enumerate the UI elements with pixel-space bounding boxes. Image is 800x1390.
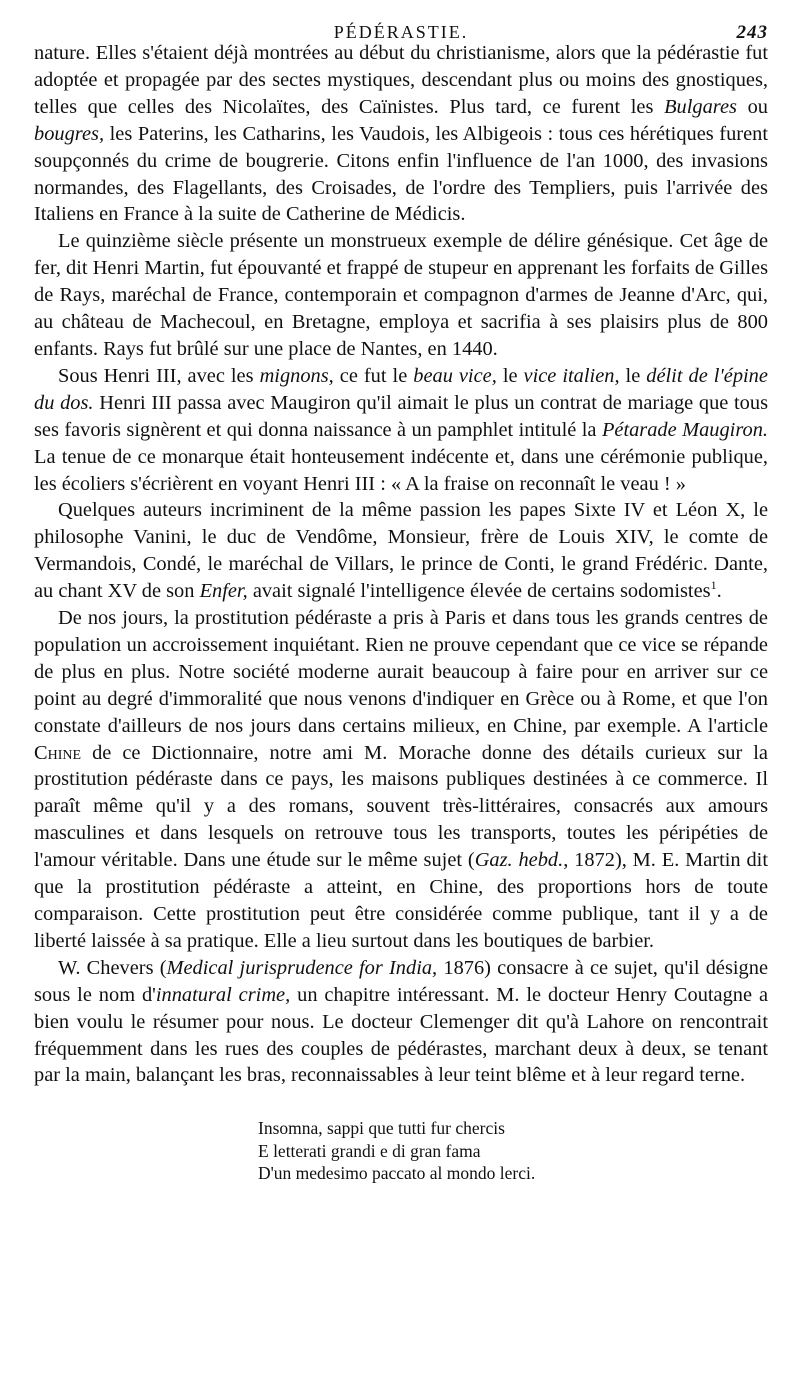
italic-run: Bulgares bbox=[664, 95, 737, 118]
verse-line: D'un medesimo paccato al mondo lerci. bbox=[258, 1163, 536, 1184]
running-title: PÉDÉRASTIE. bbox=[333, 22, 469, 42]
text-run: le bbox=[625, 364, 641, 387]
italic-run: Medical jurisprudence for India, bbox=[166, 956, 438, 979]
text-run: , 1872), M. E. Martin dit que la prostitution pédéraste a atteint, en Chine, des proportions hors de toute comparaison. Cette prostitution peut être considérée comme publique, tant il y a de liberté laissée à sa pratique. Elle a lieu surtout dans les boutiques de barbier. bbox=[34, 849, 768, 952]
text-run: les Paterins, les Catharins, les Vaudois, les Albigeois : tous ces hérétiques furent soupçonnés du crime de bougrerie. Citons enfin l'influence de l'an 1000, des invasions normandes, des Flagellants, des Croisades, de l'ordre des Templiers, puis l'arrivée des Italiens en France à la suite de Catherine de Médicis. bbox=[34, 122, 768, 226]
text-run: ou bbox=[747, 95, 768, 118]
page-number: 243 bbox=[736, 22, 768, 43]
text-run: avait signalé l'intelligence élevée de certains sodomistes bbox=[252, 580, 711, 603]
paragraph-4 bbox=[34, 497, 768, 605]
running-header bbox=[34, 0, 768, 43]
text-run: de ce Dictionnaire, notre ami M. Morache donne des détails curieux sur la prostitution pédéraste dans ce pays, les maisons publiques destinées à ce commerce. Il paraît même qu'il y a des romans, souvent très-littéraires, consacrés aux amours masculines et dans lesquels on retrouve tous les transports, toutes les péripéties de l'amour véritable. Dans une étude sur le même sujet ( bbox=[34, 741, 768, 872]
text-run: De nos jours, la prostitution pédéraste a pris à Paris et dans tous les grands centres de population un accroissement inquiétant. Rien ne prouve cependant que ce vice se répande de plus en plus. Notre société moderne aurait beaucoup à faire pour en arriver sur ce point au degré d'immoralité que nous venons d'indiquer en Grèce ou à Rome, et que l'on constate d'ailleurs de nos jours dans certains milieux, en Chine, par exemple. A l'article bbox=[34, 607, 768, 737]
text-run: Henri III passa avec Maugiron qu'il aimait le plus un contrat de mariage que tous ses favoris signèrent et qui donna naissance à un pamphlet intitulé la bbox=[34, 391, 768, 441]
italic-run: Pétarade Maugiron. bbox=[601, 418, 769, 441]
text-run: Quelques auteurs incriminent de la même passion les papes Sixte IV et Léon X, le philosophe Vanini, le duc de Vendôme, Monsieur, frère de Louis XIV, le comte de Vermandois, Condé, le maréchal de Villars, le prince de Conti, le grand Frédéric. Dante, au chant XV de son bbox=[34, 499, 768, 603]
small-caps-run: Chine bbox=[34, 741, 82, 764]
text-run: 1876) consacre à ce sujet, qu'il désigne sous le nom d' bbox=[34, 956, 768, 1006]
text-run: le bbox=[502, 364, 518, 387]
italic-run: délit de l'épine du dos. bbox=[34, 364, 768, 414]
italic-run: beau vice, bbox=[413, 364, 497, 387]
text-run: ce fut le bbox=[339, 364, 408, 387]
italic-run: bougres, bbox=[34, 122, 105, 145]
verse-line: E letterati grandi e di gran fama bbox=[258, 1140, 481, 1161]
italic-run: Gaz. hebd. bbox=[474, 849, 564, 872]
italic-run: vice italien, bbox=[523, 364, 620, 387]
verse-line: Insomna, sappi que tutti fur chercis bbox=[258, 1118, 505, 1139]
paragraph-2: Le quinzième siècle présente un monstrueux exemple de délire génésique. Cet âge de fer, dit Henri Martin, fut épouvanté et frappé de stupeur en apprenant les forfaits de Gilles de Rays, maréchal de France, contemporain et compagnon d'armes de Jeanne d'Arc, qui, au château de Machecoul, en Bretagne, employa et sacrifia à ses plaisirs plus de 800 enfants. Rays fut brûlé sur une place de Nantes, en 1440. bbox=[34, 230, 768, 360]
body-text bbox=[34, 40, 768, 1089]
text-run: La tenue de ce monarque était honteusement indécente et, dans une cérémonie publique, les écoliers s'écrièrent en voyant Henri III : « A la fraise on reconnaît le veau ! » bbox=[34, 445, 768, 495]
paragraph-6 bbox=[34, 955, 768, 1090]
footnote-marker: 1 bbox=[710, 578, 717, 593]
paragraph-5 bbox=[34, 605, 768, 955]
text-run: . bbox=[716, 580, 722, 603]
text-run: Sous Henri III, avec les bbox=[58, 364, 254, 387]
paragraph-1 bbox=[34, 40, 768, 228]
paragraph-3 bbox=[34, 363, 768, 498]
italic-run: innatural crime, bbox=[155, 983, 291, 1006]
italic-run: Enfer, bbox=[199, 580, 248, 603]
italic-run: mignons, bbox=[259, 364, 334, 387]
text-run: un chapitre intéressant. M. le docteur Henry Coutagne a bien voulu le résumer pour nous. Le docteur Clemenger dit qu'à Lahore on rencontrait fréquemment dans les rues des couples de pédérastes, marchant deux à deux, se tenant par la main, balançant les bras, reconnaissables à leur teint blême et à leur regard terne. bbox=[34, 983, 769, 1087]
text-run: nature. Elles s'étaient déjà montrées au début du christianisme, alors que la pédérastie fut adoptée et propagée par des sectes mystiques, descendant plus ou moins des gnostiques, telles que celles des Nicolaïtes, des Caïnistes. Plus tard, ce furent les bbox=[34, 42, 768, 118]
verse-quotation bbox=[258, 1117, 768, 1185]
text-run: W. Chevers ( bbox=[58, 956, 167, 979]
document-page bbox=[34, 0, 768, 1185]
